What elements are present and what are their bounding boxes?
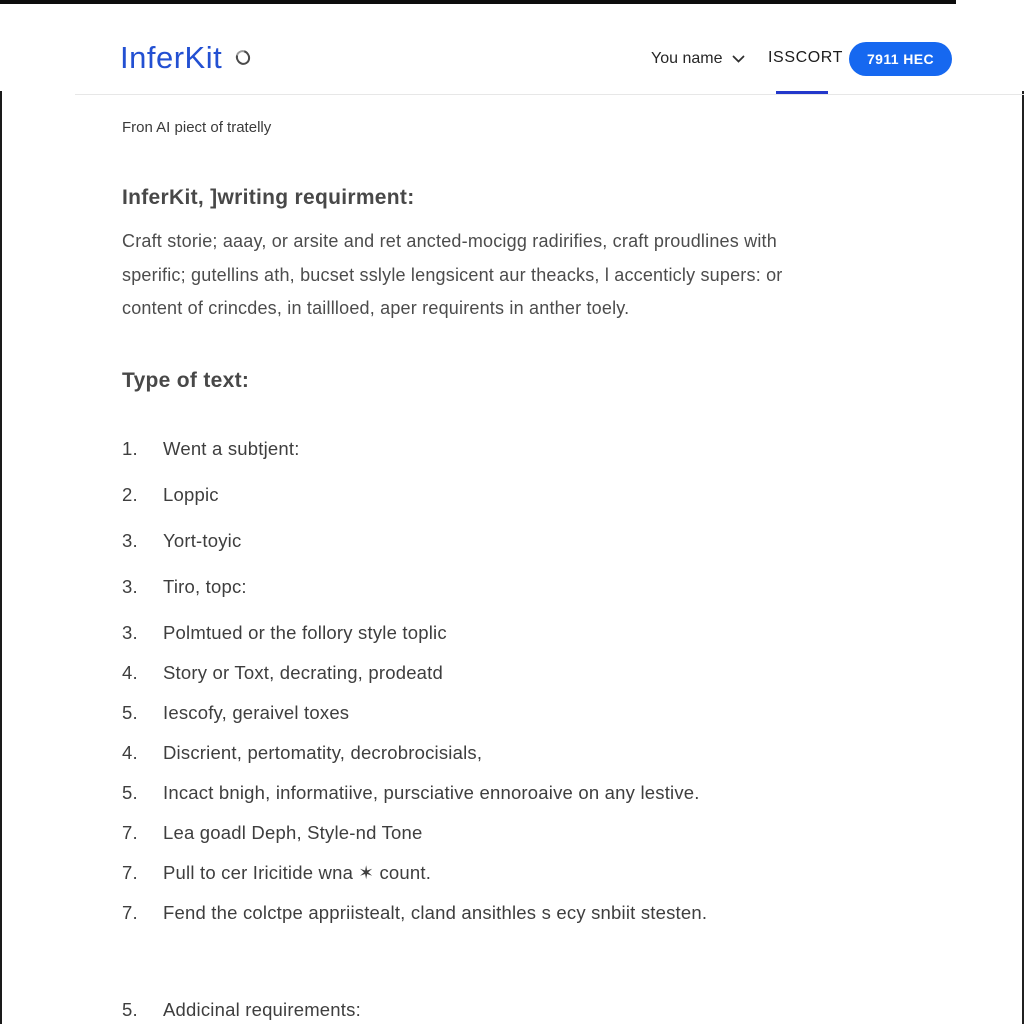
- list-item-text: Iescofy, geraivel toxes: [163, 702, 350, 723]
- intro-paragraph-line: content of crincdes, in taillloed, aper requirents in anther toely.: [122, 298, 630, 318]
- user-menu-label: You name: [651, 50, 723, 67]
- list-item-number: 7.: [122, 902, 138, 923]
- circle-outline-icon: [233, 48, 253, 68]
- list-item: [122, 576, 932, 598]
- list-item-number: 5.: [122, 782, 138, 803]
- chevron-down-icon: [732, 51, 745, 69]
- intro-paragraph: [122, 231, 932, 332]
- intro-paragraph-line: sperific; gutellins ath, bucset sslyle lengsicent aur theacks, l accenticly supers: or: [122, 264, 783, 285]
- list-item-text: Addicinal requirements:: [163, 999, 361, 1020]
- list-item-number: 4.: [122, 662, 138, 683]
- list-item: [122, 822, 932, 844]
- list-item-number: 4.: [122, 742, 138, 763]
- list-item-number: 1.: [122, 438, 138, 459]
- list-item-number: 7.: [122, 862, 138, 883]
- list-item-text: Yort-toyic: [163, 530, 242, 551]
- list-item-text: Story or Toxt, decrating, prodeatd: [163, 662, 444, 683]
- list-item-text: Fend the colctpe appriistealt, cland ansithles s ecy snbiit stesten.: [163, 902, 708, 923]
- list-item: [122, 662, 932, 684]
- list-item: [122, 862, 932, 884]
- list-item-text: Discrient, pertomatity, decrobrocisials,: [163, 742, 483, 763]
- list-item-text: Tiro, topc:: [163, 576, 247, 597]
- list-item: [122, 438, 932, 460]
- list-item-additional-requirements: [122, 999, 932, 1021]
- list-item: [122, 702, 932, 724]
- list-item-number: 2.: [122, 484, 138, 505]
- list-item-number: 3.: [122, 530, 138, 551]
- screen-edge-left-artifact: [0, 4, 2, 1024]
- list-item-number: 3.: [122, 622, 138, 643]
- list-item-text: Went a subtjent:: [163, 438, 300, 459]
- nav-item-isscort[interactable]: ISSCORT: [768, 49, 844, 66]
- list-item: [122, 484, 932, 506]
- logo[interactable]: InferKit: [120, 40, 223, 75]
- list-item: [122, 622, 932, 644]
- list-item: [122, 742, 932, 764]
- header-divider: [75, 94, 1024, 95]
- user-menu[interactable]: [651, 49, 745, 69]
- list-item-text: Incact bnigh, informatiive, pursciative ennoroaive on any lestive.: [163, 782, 700, 803]
- list-item-text: Loppic: [163, 484, 219, 505]
- credits-button[interactable]: 7911 HEC: [849, 42, 952, 76]
- list-item: [122, 782, 932, 804]
- list-item: [122, 902, 932, 924]
- list-item-number: 7.: [122, 822, 138, 843]
- list-item-number: 3.: [122, 576, 138, 597]
- list-item-text: Pull to cer Iricitide wna ✶ count.: [163, 862, 432, 883]
- list-item-text: Polmtued or the follory style toplic: [163, 622, 447, 643]
- header: [0, 4, 1024, 91]
- list-item-text: Lea goadl Deph, Style-nd Tone: [163, 822, 423, 843]
- list-item: [122, 530, 932, 552]
- intro-paragraph-line: Craft storie; aaay, or arsite and ret ancted-mocigg radirifies, craft proudlines with: [122, 231, 777, 251]
- section-title-type-of-text: Type of text:: [122, 369, 250, 392]
- section-title-writing-requirement: InferKit, ]writing requirment:: [122, 186, 415, 209]
- list-item-number: 5.: [122, 999, 138, 1020]
- requirements-list: [122, 438, 932, 924]
- tagline: Fron AI piect of tratelly: [122, 119, 272, 136]
- list-item-number: 5.: [122, 702, 138, 723]
